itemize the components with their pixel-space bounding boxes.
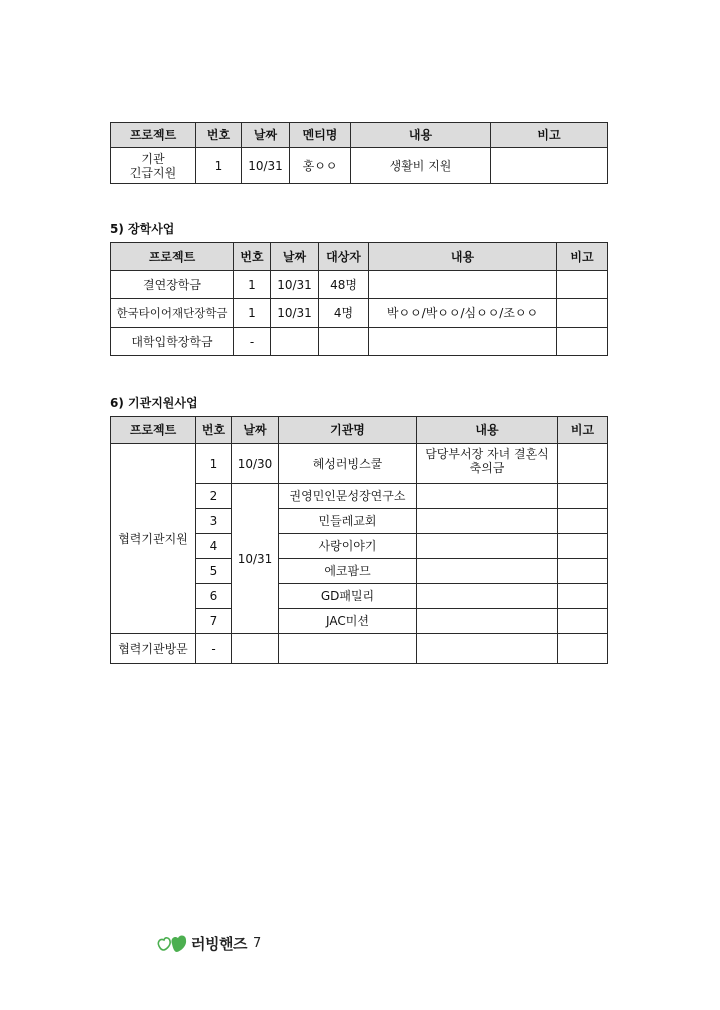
cell-content bbox=[417, 534, 558, 559]
header-number: 번호 bbox=[234, 243, 271, 271]
cell-org-name bbox=[279, 634, 417, 664]
cell-project: 대학입학장학금 bbox=[111, 328, 234, 356]
header-number: 번호 bbox=[196, 123, 242, 148]
header-mentee-name: 멘티명 bbox=[290, 123, 351, 148]
cell-content bbox=[417, 509, 558, 534]
cell-note bbox=[558, 634, 608, 664]
cell-date: 10/30 bbox=[232, 444, 279, 484]
cell-number: 2 bbox=[196, 484, 232, 509]
cell-date bbox=[232, 634, 279, 664]
header-project: 프로젝트 bbox=[111, 243, 234, 271]
page-number: 7 bbox=[252, 935, 262, 951]
header-project: 프로젝트 bbox=[111, 123, 196, 148]
cell-org-name: 권영민인문성장연구소 bbox=[279, 484, 417, 509]
table-row bbox=[111, 299, 608, 328]
table-row bbox=[111, 148, 608, 184]
emergency-support-table bbox=[110, 122, 608, 184]
table-row bbox=[111, 328, 608, 356]
cell-number: 1 bbox=[196, 148, 242, 184]
header-date: 날짜 bbox=[232, 417, 279, 444]
table-header-row bbox=[111, 123, 608, 148]
cell-mentee-name: 홍ㅇㅇ bbox=[290, 148, 351, 184]
cell-content bbox=[369, 271, 557, 299]
section-title-scholarship: 5) 장학사업 bbox=[110, 222, 175, 236]
cell-note bbox=[558, 534, 608, 559]
cell-number: 6 bbox=[196, 584, 232, 609]
cell-org-name: GD패밀리 bbox=[279, 584, 417, 609]
header-content: 내용 bbox=[351, 123, 491, 148]
header-number: 번호 bbox=[196, 417, 232, 444]
cell-date: 10/31 bbox=[271, 299, 319, 328]
cell-project: 한국타이어재단장학금 bbox=[111, 299, 234, 328]
cell-date: 10/31 bbox=[232, 484, 279, 634]
cell-content: 박ㅇㅇ/박ㅇㅇ/심ㅇㅇ/조ㅇㅇ bbox=[369, 299, 557, 328]
table-row bbox=[111, 444, 608, 484]
cell-date bbox=[271, 328, 319, 356]
cell-content bbox=[417, 484, 558, 509]
cell-number: 1 bbox=[196, 444, 232, 484]
cell-note bbox=[558, 584, 608, 609]
page-footer bbox=[156, 932, 261, 954]
cell-project: 협력기관방문 bbox=[111, 634, 196, 664]
scholarship-table bbox=[110, 242, 608, 356]
cell-note bbox=[558, 509, 608, 534]
header-date: 날짜 bbox=[242, 123, 290, 148]
header-note: 비고 bbox=[558, 417, 608, 444]
section-title-institution-support: 6) 기관지원사업 bbox=[110, 396, 198, 410]
cell-content bbox=[417, 609, 558, 634]
header-note: 비고 bbox=[491, 123, 608, 148]
cell-note bbox=[558, 559, 608, 584]
brand-name: 러빙핸즈 bbox=[191, 934, 247, 953]
cell-content bbox=[417, 584, 558, 609]
cell-date: 10/31 bbox=[242, 148, 290, 184]
cell-content bbox=[417, 559, 558, 584]
cell-date: 10/31 bbox=[271, 271, 319, 299]
cell-project: 기관 긴급지원 bbox=[111, 148, 196, 184]
cell-number: - bbox=[234, 328, 271, 356]
header-note: 비고 bbox=[557, 243, 608, 271]
cell-org-name: 민들레교회 bbox=[279, 509, 417, 534]
cell-target: 4명 bbox=[319, 299, 369, 328]
header-org-name: 기관명 bbox=[279, 417, 417, 444]
header-content: 내용 bbox=[369, 243, 557, 271]
cell-number: 1 bbox=[234, 299, 271, 328]
cell-content: 담당부서장 자녀 결혼식 축의금 bbox=[417, 444, 558, 484]
cell-org-name: JAC미션 bbox=[279, 609, 417, 634]
hands-logo-icon bbox=[156, 932, 190, 954]
cell-content bbox=[417, 634, 558, 664]
cell-note bbox=[557, 328, 608, 356]
cell-note bbox=[491, 148, 608, 184]
cell-number: 7 bbox=[196, 609, 232, 634]
cell-project: 결연장학금 bbox=[111, 271, 234, 299]
header-date: 날짜 bbox=[271, 243, 319, 271]
table-row bbox=[111, 271, 608, 299]
cell-note bbox=[557, 299, 608, 328]
cell-content: 생활비 지원 bbox=[351, 148, 491, 184]
cell-number: 1 bbox=[234, 271, 271, 299]
cell-project: 협력기관지원 bbox=[111, 444, 196, 634]
cell-org-name: 혜성러빙스쿨 bbox=[279, 444, 417, 484]
cell-number: 4 bbox=[196, 534, 232, 559]
cell-number: 5 bbox=[196, 559, 232, 584]
table-header-row bbox=[111, 417, 608, 444]
header-content: 내용 bbox=[417, 417, 558, 444]
cell-number: - bbox=[196, 634, 232, 664]
table-header-row bbox=[111, 243, 608, 271]
cell-org-name: 사랑이야기 bbox=[279, 534, 417, 559]
cell-note bbox=[557, 271, 608, 299]
header-project: 프로젝트 bbox=[111, 417, 196, 444]
header-target: 대상자 bbox=[319, 243, 369, 271]
cell-target bbox=[319, 328, 369, 356]
cell-target: 48명 bbox=[319, 271, 369, 299]
cell-note bbox=[558, 484, 608, 509]
cell-org-name: 에코팜므 bbox=[279, 559, 417, 584]
cell-number: 3 bbox=[196, 509, 232, 534]
institution-support-table bbox=[110, 416, 608, 664]
cell-note bbox=[558, 444, 608, 484]
cell-content bbox=[369, 328, 557, 356]
cell-note bbox=[558, 609, 608, 634]
table-row bbox=[111, 634, 608, 664]
